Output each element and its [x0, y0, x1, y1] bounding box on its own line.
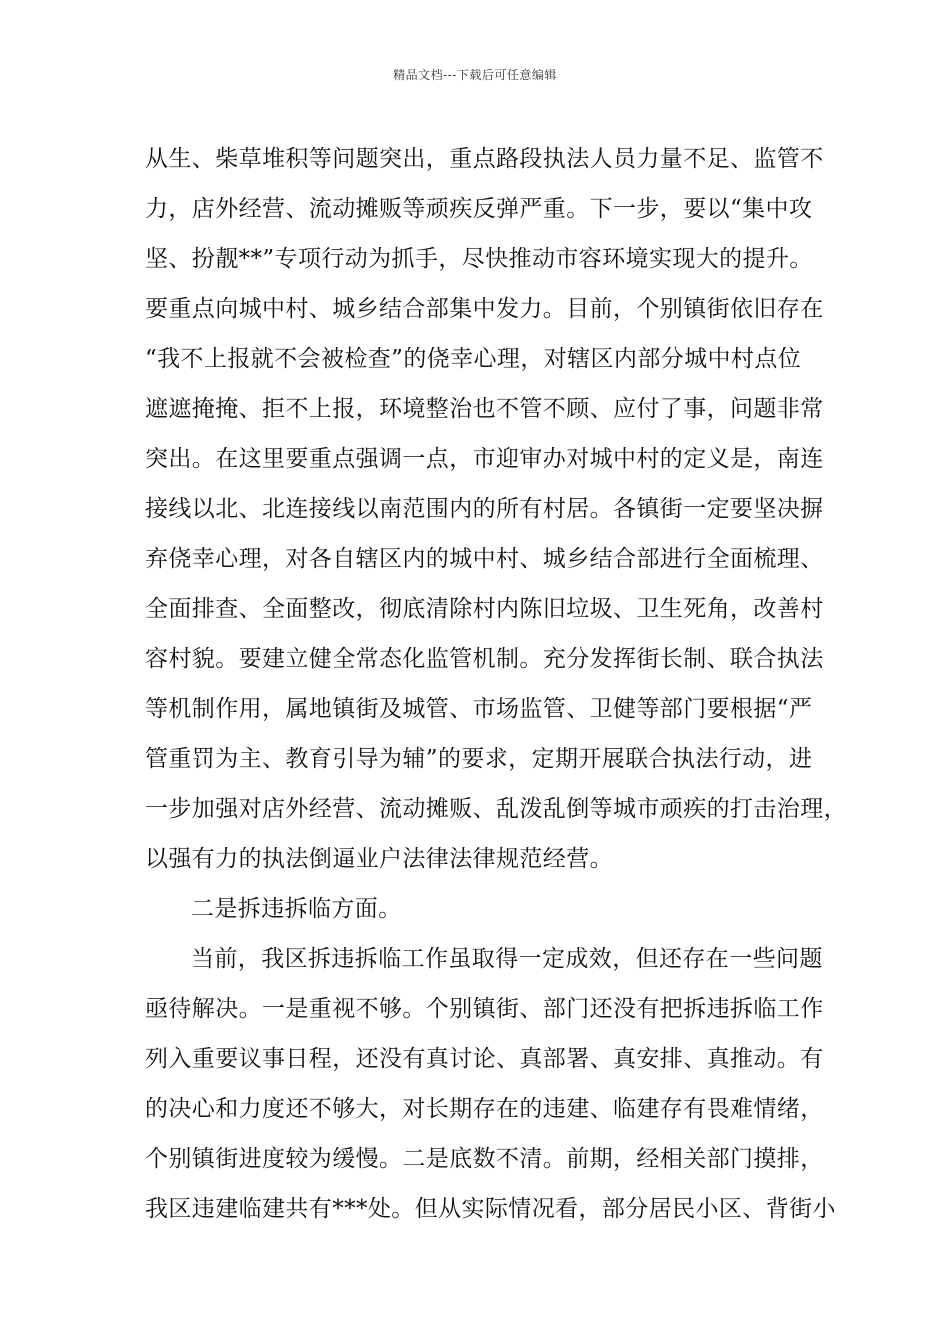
text-line: 一步加强对店外经营、流动摊贩、乱泼乱倒等城市顽疾的打击治理，: [145, 796, 847, 822]
text-line: 弃侥幸心理，对各自辖区内的城中村、城乡结合部进行全面梳理、: [145, 546, 824, 572]
paragraph-first-line: 当前，我区拆违拆临工作虽取得一定成效，但还存在一些问题: [191, 946, 823, 972]
text-line: 以强有力的执法倒逼业户法律法律规范经营。: [145, 846, 613, 872]
text-line: 力，店外经营、流动摊贩等顽疾反弹严重。下一步，要以“集中攻: [145, 196, 813, 222]
text-line: 全面排查、全面整改，彻底清除村内陈旧垃圾、卫生死角，改善村: [145, 596, 824, 622]
body-text: [145, 134, 847, 1234]
text-line: 容村貌。要建立健全常态化监管机制。充分发挥街长制、联合执法: [145, 646, 824, 672]
page-header: 精品文档---下载后可任意编辑: [393, 68, 557, 82]
text-line: 亟待解决。一是重视不够。个别镇街、部门还没有把拆违拆临工作: [145, 996, 824, 1022]
text-line: 我区违建临建共有***处。但从实际情况看，部分居民小区、背街小: [145, 1196, 836, 1222]
text-line: 等机制作用，属地镇街及城管、市场监管、卫健等部门要根据“严: [145, 696, 813, 722]
text-line: 遮遮掩掩、拒不上报，环境整治也不管不顾、应付了事，问题非常: [145, 396, 824, 422]
section-heading: 二是拆违拆临方面。: [191, 896, 402, 922]
text-line: 列入重要议事日程，还没有真讨论、真部署、真安排、真推动。有: [145, 1046, 824, 1072]
text-line: 要重点向城中村、城乡结合部集中发力。目前，个别镇街依旧存在: [145, 296, 824, 322]
text-line: 坚、扮靓**”专项行动为抓手，尽快推动市容环境实现大的提升。: [145, 246, 813, 272]
text-line: 接线以北、北连接线以南范围内的所有村居。各镇街一定要坚决摒: [145, 496, 824, 522]
text-line: 突出。在这里要重点强调一点，市迎审办对城中村的定义是，南连: [145, 446, 824, 472]
text-line: 个别镇街进度较为缓慢。二是底数不清。前期，经相关部门摸排，: [145, 1146, 824, 1172]
text-line: “我不上报就不会被检查”的侥幸心理，对辖区内部分城中村点位: [145, 346, 802, 372]
text-line: 的决心和力度还不够大，对长期存在的违建、临建存有畏难情绪，: [145, 1096, 824, 1122]
text-line: 管重罚为主、教育引导为辅”的要求，定期开展联合执法行动，进: [145, 746, 813, 772]
text-line: 从生、柴草堆积等问题突出，重点路段执法人员力量不足、监管不: [145, 146, 824, 172]
